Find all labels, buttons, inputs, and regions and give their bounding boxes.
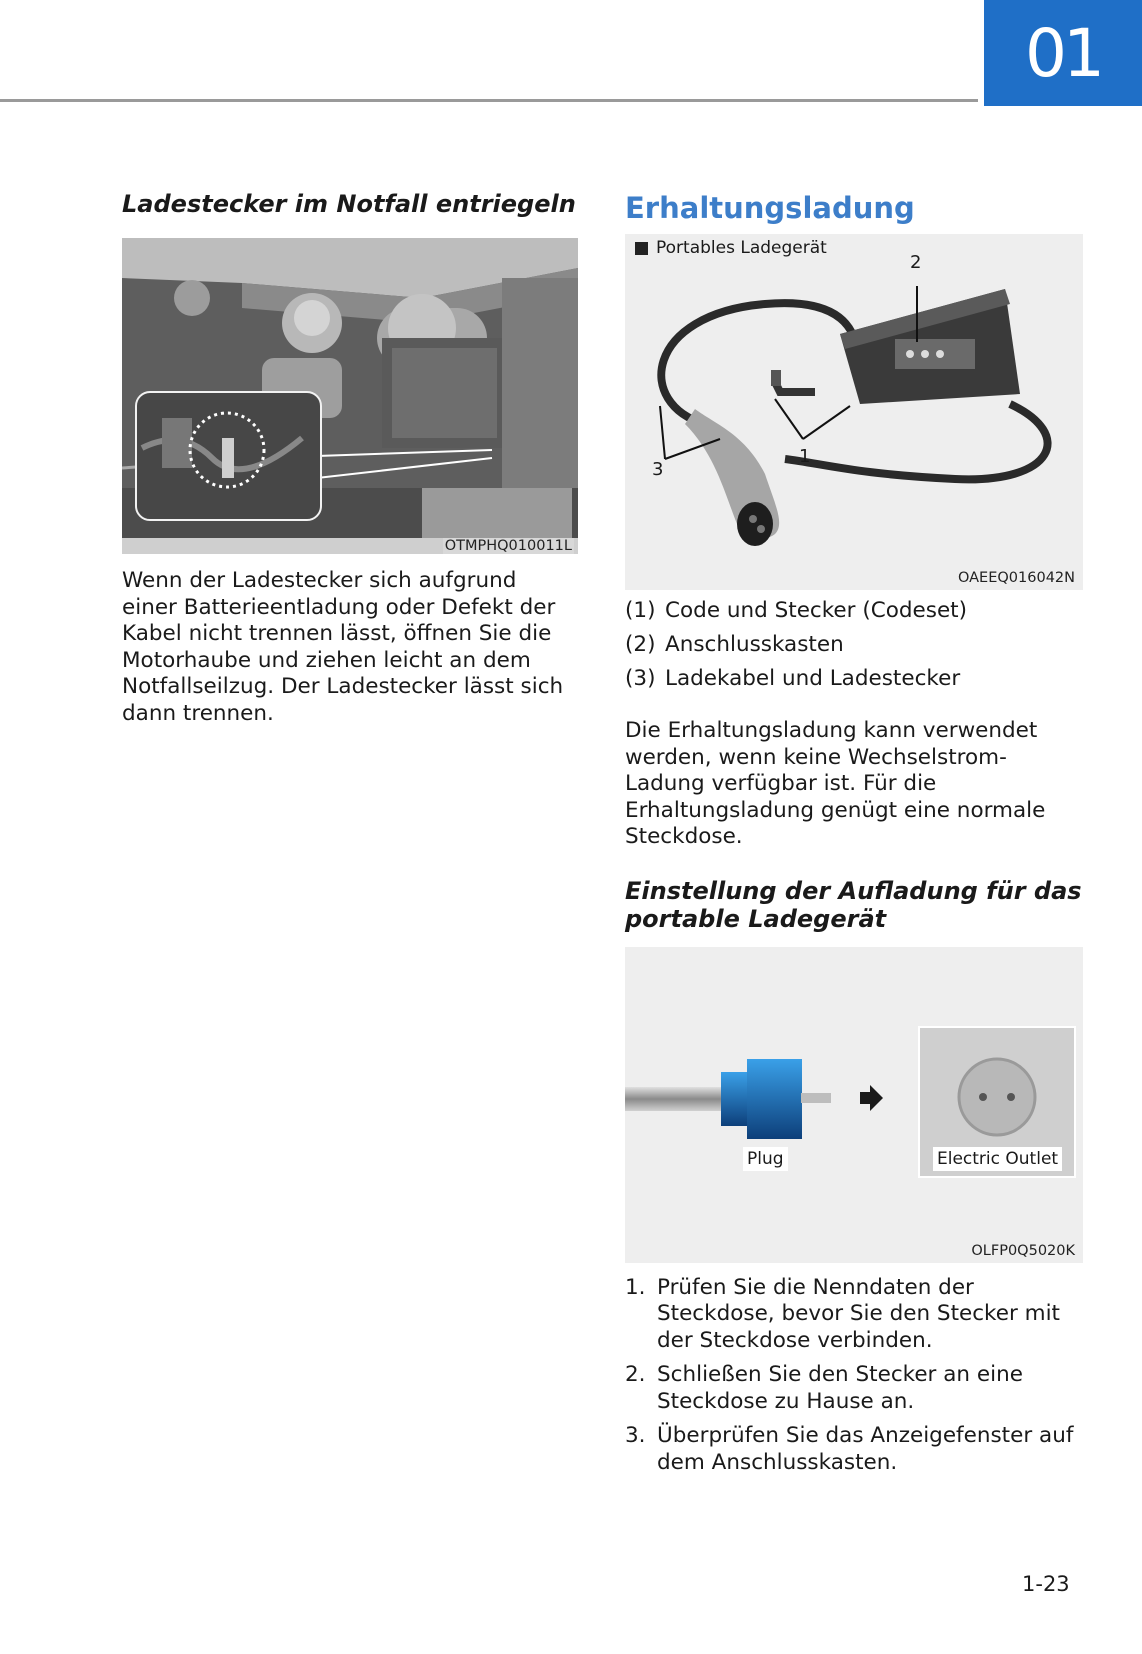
callout-2: 2	[910, 252, 922, 273]
left-heading: Ladestecker im Notfall entriegeln	[122, 190, 576, 218]
step-item: 1. Prüfen Sie die Nenndaten der Steckdose, bevor Sie den Stecker mit der Steckdose verbinden.	[625, 1274, 1060, 1353]
legend-item: (1) Code und Stecker (Codeset)	[625, 598, 967, 623]
engine-bay-figure	[122, 238, 578, 554]
right-paragraph: Die Erhaltungsladung kann verwendet werden, wenn keine Wechselstrom-Ladung verfügbar ist. Für die Erhaltungsladung genügt eine normale Steckdose.	[625, 718, 1046, 849]
outlet-label: Electric Outlet	[933, 1147, 1062, 1171]
chapter-number: 01	[1025, 14, 1101, 92]
left-column	[122, 190, 578, 727]
right-column	[625, 190, 1083, 1484]
page-number: 1-23	[1022, 1572, 1070, 1596]
figure-caption-text: Portables Ladegerät	[656, 238, 827, 258]
figure-code: OTMPHQ010011L	[444, 538, 572, 554]
component-legend	[625, 594, 1083, 696]
step-item: 2. Schließen Sie den Stecker an eine Steckdose zu Hause an.	[625, 1362, 1023, 1414]
legend-item: (3) Ladekabel und Ladestecker	[625, 666, 961, 691]
figure-code: OLFP0Q5020K	[971, 1242, 1075, 1259]
callout-1: 1	[799, 446, 811, 467]
steps-list	[625, 1275, 1083, 1477]
callout-3: 3	[652, 459, 664, 480]
subheading: Einstellung der Aufladung für das portable Ladegerät	[625, 876, 1082, 933]
portable-charger-figure	[625, 234, 1083, 590]
legend-item: (2) Anschlusskasten	[625, 632, 844, 657]
plug-outlet-illustration	[625, 947, 1083, 1263]
header-rule	[0, 99, 978, 102]
engine-bay-illustration	[122, 238, 578, 554]
chapter-tab	[984, 0, 1142, 106]
plug-label: Plug	[743, 1147, 788, 1171]
portable-charger-illustration	[625, 234, 1083, 590]
left-paragraph: Wenn der Ladestecker sich aufgrund einer Batterieentladung oder Defekt der Kabel nicht trennen lässt, öffnen Sie die Motorhaube und ziehen leicht an dem Notfallseilzug. Der Ladestecker lässt sich dann trennen.	[122, 568, 564, 726]
figure-code: OAEEQ016042N	[957, 570, 1075, 586]
section-title: Erhaltungsladung	[625, 191, 915, 225]
step-item: 3. Überprüfen Sie das Anzeigefenster auf dem Anschlusskasten.	[625, 1423, 1074, 1475]
plug-outlet-figure	[625, 947, 1083, 1263]
